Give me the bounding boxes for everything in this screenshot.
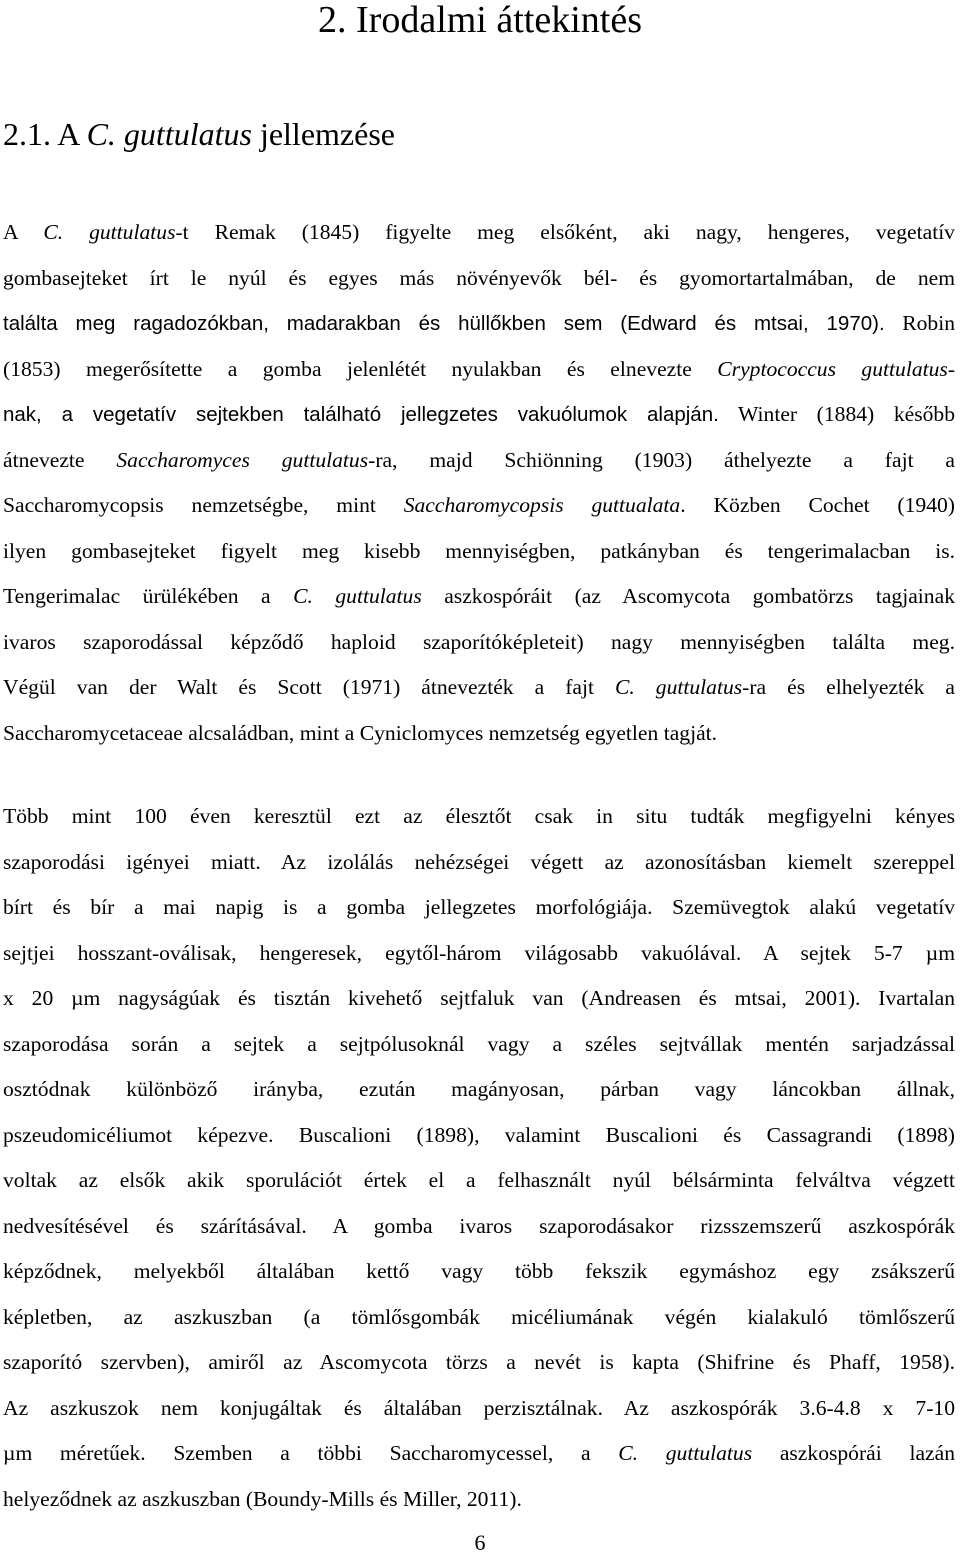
paragraph-line: Végül van der Walt és Scott (1971) átnevezték a fajt C. guttulatus-ra és elhelyezték a: [3, 675, 955, 699]
chapter-title: 2. Irodalmi áttekintés: [318, 0, 642, 41]
paragraph-2: [3, 794, 955, 1522]
paragraph-1: [3, 210, 955, 756]
paragraph-line: szaporító szervben), amiről az Ascomycota törzs a nevét is kapta (Shifrine és Phaff, 1958).: [3, 1350, 955, 1374]
paragraph-line: (1853) megerősítette a gomba jelenlétét nyulakban és elnevezte Cryptococcus guttulatus-: [3, 356, 956, 381]
paragraph-line: ivaros szaporodással képződő haploid szaporítóképleteit) nagy mennyiségben találta meg.: [3, 629, 955, 654]
paragraph-line: képletben, az aszkuszban (a tömlősgombák micéliumának végén kialakuló tömlőszerű: [3, 1304, 955, 1329]
paragraph-line: gombasejteket írt le nyúl és egyes más növényevők bél- és gyomortartalmában, de nem: [3, 265, 955, 290]
paragraph-line: nedvesítésével és szárításával. A gomba ivaros szaporodásakor rizsszemszerű aszkospórák: [3, 1213, 955, 1238]
page-number: 6: [474, 1530, 486, 1555]
paragraph-line: nak, a vegetatív sejtekben található jellegzetes vakuólumok alapján. Winter (1884) később: [3, 402, 955, 426]
paragraph-line: µm méretűek. Szemben a többi Saccharomycessel, a C. guttulatus aszkospórái lazán: [3, 1441, 955, 1465]
paragraph-line: szaporodása során a sejtek a sejtpólusoknál vagy a széles sejtvállak mentén sarjadzással: [3, 1031, 955, 1056]
paragraph-line: helyeződnek az aszkuszban (Boundy-Mills és Miller, 2011).: [3, 1486, 522, 1511]
paragraph-line: A C. guttulatus-t Remak (1845) figyelte meg elsőként, aki nagy, hengeres, vegetatív: [3, 220, 955, 244]
paragraph-line: Tengerimalac ürülékében a C. guttulatus aszkospóráit (az Ascomycota gombatörzs tagjainak: [3, 584, 955, 608]
paragraph-line: sejtjei hosszant-oválisak, hengeresek, egytől-három világosabb vakuólával. A sejtek 5-7 µm: [3, 940, 955, 965]
paragraph-line: voltak az elsők akik sporulációt értek el a felhasznált nyúl bélsárminta felváltva végzett: [3, 1168, 955, 1192]
section-suffix: jellemzése: [251, 116, 395, 152]
paragraph-line: x 20 µm nagyságúak és tisztán kivehető sejtfaluk van (Andreasen és mtsai, 2001). Ivartalan: [3, 986, 955, 1010]
section-species: C. guttulatus: [86, 116, 252, 152]
paragraph-line: képződnek, melyekből általában kettő vagy több fekszik egymáshoz egy zsákszerű: [3, 1259, 955, 1283]
section-prefix: 2.1. A: [3, 116, 87, 152]
paragraph-line: pszeudomicéliumot képezve. Buscalioni (1898), valamint Buscalioni és Cassagrandi (1898): [3, 1122, 955, 1147]
paragraph-line: szaporodási igényei miatt. Az izolálás nehézségei végett az azonosításban kiemelt szereppel: [3, 849, 955, 874]
paragraph-line: Több mint 100 éven keresztül ezt az élesztőt csak in situ tudták megfigyelni kényes: [3, 804, 955, 828]
paragraph-line: bírt és bír a mai napig is a gomba jellegzetes morfológiája. Szemüvegtok alakú vegetatív: [3, 895, 955, 919]
paragraph-line: ilyen gombasejteket figyelt meg kisebb mennyiségben, patkányban és tengerimalacban is.: [3, 538, 955, 563]
paragraph-line: osztódnak különböző irányba, ezután magányosan, párban vagy láncokban állnak,: [3, 1077, 955, 1101]
paragraph-line: találta meg ragadozókban, madarakban és hüllőkben sem (Edward és mtsai, 1970). Robin: [3, 311, 955, 335]
paragraph-line: Saccharomycopsis nemzetségbe, mint Saccharomycopsis guttualata. Közben Cochet (1940): [3, 493, 956, 517]
section-title: [3, 114, 395, 154]
paragraph-line: Az aszkuszok nem konjugáltak és általában perzisztálnak. Az aszkospórák 3.6-4.8 x 7-10: [3, 1395, 955, 1420]
paragraph-line: Saccharomycetaceae alcsaládban, mint a Cyniclomyces nemzetség egyetlen tagját.: [3, 720, 718, 745]
paragraph-line: átnevezte Saccharomyces guttulatus-ra, majd Schiönning (1903) áthelyezte a fajt a: [3, 447, 956, 472]
